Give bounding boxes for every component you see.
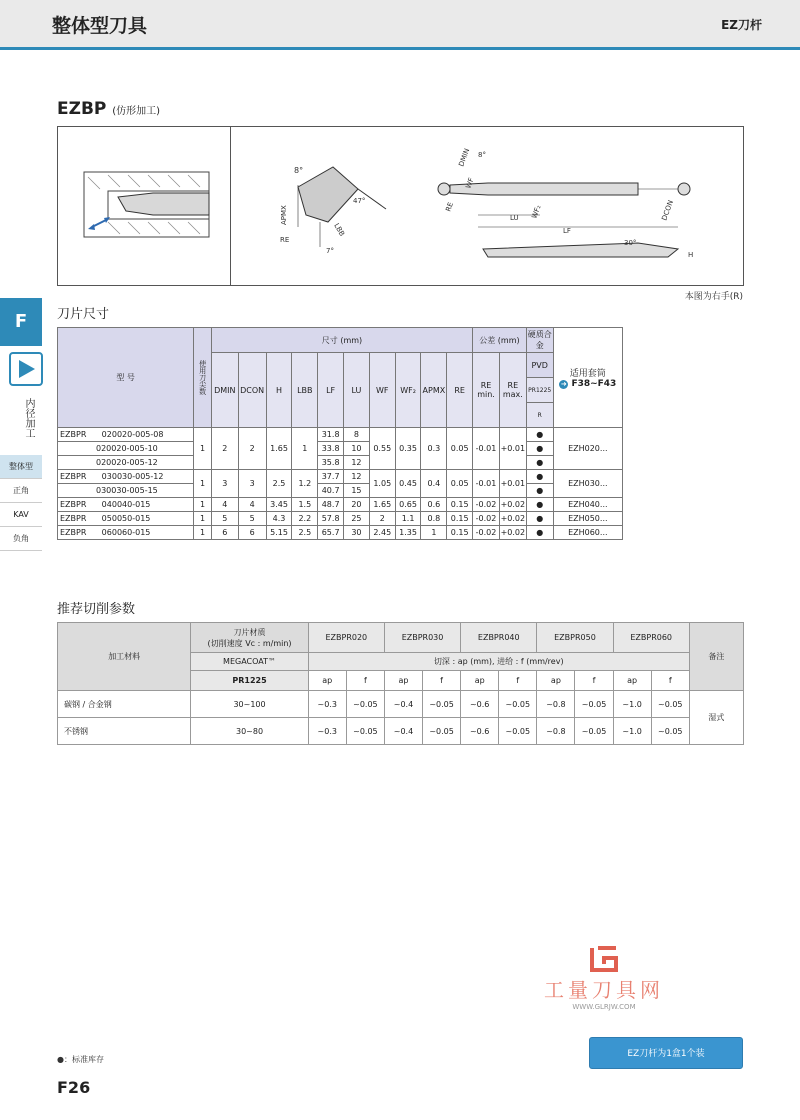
vc-cell: 30~80 bbox=[191, 718, 308, 745]
f-head: f bbox=[346, 671, 384, 691]
remark-head: 备注 bbox=[689, 623, 743, 691]
material-cell: 碳钢 / 合金钢 bbox=[58, 691, 191, 718]
param-cell: ~0.05 bbox=[651, 718, 689, 745]
vc-cell: 30~100 bbox=[191, 691, 308, 718]
diagram-label: LU bbox=[510, 214, 519, 222]
diagram-label: LF bbox=[563, 227, 571, 235]
lbb-cell: 1.2 bbox=[292, 470, 318, 498]
wf-cell: 2 bbox=[369, 512, 395, 526]
lu-cell: 30 bbox=[344, 526, 370, 540]
diagram-label: 8° bbox=[478, 151, 486, 159]
param-cell: ~0.4 bbox=[384, 718, 422, 745]
param-cell: ~0.6 bbox=[461, 691, 499, 718]
bore-schematic bbox=[84, 172, 209, 237]
hand-head: R bbox=[526, 403, 553, 428]
re-cell: 0.15 bbox=[447, 498, 473, 512]
side-category-label: 内径加工 bbox=[23, 398, 34, 438]
wf2-cell: 1.35 bbox=[395, 526, 421, 540]
h-cell: 3.45 bbox=[266, 498, 292, 512]
re-max-cell: +0.02 bbox=[499, 512, 526, 526]
stock-dot: ● bbox=[526, 428, 553, 442]
side-nav-item[interactable]: KAV bbox=[0, 503, 42, 527]
diagram-label: DCON bbox=[660, 199, 676, 222]
param-cell: ~0.3 bbox=[308, 691, 346, 718]
stock-legend: ●：标准库存 bbox=[57, 1055, 104, 1064]
product-code: EZBP bbox=[57, 99, 107, 119]
param-cell: ~0.4 bbox=[384, 691, 422, 718]
stock-dot: ● bbox=[526, 526, 553, 540]
wf-cell: 1.05 bbox=[369, 470, 395, 498]
re-min-cell: -0.02 bbox=[473, 498, 500, 512]
ap-head: ap bbox=[461, 671, 499, 691]
sleeve-label: 适用套筒 bbox=[569, 369, 606, 379]
model-cell: 020020-005-12 bbox=[58, 456, 194, 470]
tool-side-view bbox=[438, 147, 693, 259]
ap-head: ap bbox=[537, 671, 575, 691]
dim-head: WF bbox=[369, 353, 395, 428]
stock-dot: ● bbox=[526, 442, 553, 456]
dim-head: DCON bbox=[238, 353, 266, 428]
insert-tip-detail bbox=[280, 166, 386, 255]
wf2-cell: 0.65 bbox=[395, 498, 421, 512]
lu-cell: 8 bbox=[344, 428, 370, 442]
diagram-label: 8° bbox=[294, 166, 304, 175]
model-head: EZBPR030 bbox=[384, 623, 460, 653]
dim-head: LU bbox=[344, 353, 370, 428]
dmin-cell: 4 bbox=[211, 498, 238, 512]
diagram-label: RE bbox=[444, 201, 456, 213]
sleeve-ref[interactable] bbox=[554, 379, 622, 389]
dim-head: LF bbox=[318, 353, 344, 428]
diagram-label: APMX bbox=[280, 205, 288, 225]
cut-section-title: 推荐切削参数 bbox=[57, 602, 136, 617]
lu-cell: 15 bbox=[344, 484, 370, 498]
param-cell: ~0.3 bbox=[308, 718, 346, 745]
spec-section-title: 刀片尺寸 bbox=[57, 307, 110, 322]
stock-dot: ● bbox=[526, 512, 553, 526]
param-cell: ~1.0 bbox=[613, 718, 651, 745]
dim-head: WF₂ bbox=[395, 353, 421, 428]
dim-head: DMIN bbox=[211, 353, 238, 428]
arrow-right-icon: ➜ bbox=[560, 380, 567, 388]
re-max-cell: +0.01 bbox=[499, 428, 526, 470]
col-model: 型 号 bbox=[58, 328, 194, 428]
cutting-table bbox=[57, 622, 744, 745]
param-cell: ~0.05 bbox=[423, 718, 461, 745]
apmx-cell: 0.8 bbox=[421, 512, 447, 526]
h-cell: 4.3 bbox=[266, 512, 292, 526]
diagram-label: DMIN bbox=[457, 147, 472, 168]
section-tab[interactable]: F bbox=[0, 298, 42, 346]
watermark bbox=[536, 944, 672, 1011]
watermark-logo-icon bbox=[536, 944, 672, 974]
model-cell: EZBPR 060060-015 bbox=[58, 526, 194, 540]
apmx-cell: 0.4 bbox=[421, 470, 447, 498]
model-cell: EZBPR 020020-005-08 bbox=[58, 428, 194, 442]
wf-cell: 1.65 bbox=[369, 498, 395, 512]
lu-cell: 12 bbox=[344, 470, 370, 484]
model-head: EZBPR020 bbox=[308, 623, 384, 653]
table-row bbox=[58, 691, 744, 718]
lf-cell: 65.7 bbox=[318, 526, 344, 540]
re-min-cell: -0.02 bbox=[473, 526, 500, 540]
param-cell: ~0.05 bbox=[346, 718, 384, 745]
table-row bbox=[58, 526, 623, 540]
diagram-label: H bbox=[688, 251, 694, 259]
dcon-cell: 2 bbox=[238, 428, 266, 470]
tol-head: RE max. bbox=[499, 353, 526, 428]
f-head: f bbox=[423, 671, 461, 691]
re-cell: 0.05 bbox=[447, 428, 473, 470]
apmx-cell: 0.3 bbox=[421, 428, 447, 470]
lf-cell: 48.7 bbox=[318, 498, 344, 512]
h-cell: 2.5 bbox=[266, 470, 292, 498]
re-max-cell: +0.02 bbox=[499, 526, 526, 540]
diagram-label: 47° bbox=[353, 197, 366, 205]
apmx-cell: 0.6 bbox=[421, 498, 447, 512]
h-cell: 1.65 bbox=[266, 428, 292, 470]
stock-dot: ● bbox=[526, 470, 553, 484]
side-nav-item[interactable]: 负角 bbox=[0, 527, 42, 551]
lf-cell: 31.8 bbox=[318, 428, 344, 442]
packaging-note-button[interactable]: EZ刀杆为1盒1个装 bbox=[589, 1037, 743, 1069]
table-row bbox=[58, 512, 623, 526]
model-cell: 020020-005-10 bbox=[58, 442, 194, 456]
edges-cell: 1 bbox=[194, 512, 212, 526]
col-sleeve bbox=[553, 328, 622, 428]
diagram-label: WF bbox=[464, 176, 476, 190]
model-head: EZBPR050 bbox=[537, 623, 613, 653]
table-row bbox=[58, 498, 623, 512]
lu-cell: 20 bbox=[344, 498, 370, 512]
lbb-cell: 1.5 bbox=[292, 498, 318, 512]
grade-head-line: 刀片材质 bbox=[233, 627, 266, 637]
tol-head: RE min. bbox=[473, 353, 500, 428]
col-tolerance: 公差 (mm) bbox=[473, 328, 527, 353]
dmin-cell: 3 bbox=[211, 470, 238, 498]
wf2-cell: 0.35 bbox=[395, 428, 421, 470]
model-cell: EZBPR 030030-005-12 bbox=[58, 470, 194, 484]
lbb-cell: 2.5 bbox=[292, 526, 318, 540]
grade-name: PR1225 bbox=[191, 671, 308, 691]
lbb-cell: 2.2 bbox=[292, 512, 318, 526]
material-head: 加工材料 bbox=[58, 623, 191, 691]
re-min-cell: -0.02 bbox=[473, 512, 500, 526]
param-cell: ~0.05 bbox=[423, 691, 461, 718]
param-cell: ~0.05 bbox=[499, 691, 537, 718]
col-hardness: 硬质合金 bbox=[526, 328, 553, 353]
stock-dot: ● bbox=[526, 456, 553, 470]
table-row bbox=[58, 484, 623, 498]
table-row bbox=[58, 428, 623, 442]
re-cell: 0.15 bbox=[447, 526, 473, 540]
param-cell: ~0.6 bbox=[461, 718, 499, 745]
page-title: 整体型刀具 bbox=[52, 15, 148, 37]
wf-cell: 2.45 bbox=[369, 526, 395, 540]
lf-cell: 35.8 bbox=[318, 456, 344, 470]
side-nav bbox=[0, 455, 42, 551]
lbb-cell: 1 bbox=[292, 428, 318, 470]
stock-dot: ● bbox=[526, 484, 553, 498]
f-head: f bbox=[499, 671, 537, 691]
lf-cell: 37.7 bbox=[318, 470, 344, 484]
param-cell: ~0.8 bbox=[537, 718, 575, 745]
dim-head: H bbox=[266, 353, 292, 428]
param-cell: ~0.05 bbox=[575, 718, 613, 745]
param-cell: ~0.8 bbox=[537, 691, 575, 718]
tool-drawing bbox=[58, 127, 743, 285]
lf-cell: 40.7 bbox=[318, 484, 344, 498]
header-category: EZ刀杆 bbox=[721, 18, 762, 32]
diagram-divider bbox=[230, 127, 231, 285]
re-cell: 0.15 bbox=[447, 512, 473, 526]
model-head: EZBPR040 bbox=[461, 623, 537, 653]
watermark-name: 工量刀具网 bbox=[544, 978, 664, 1002]
col-edges: 使用刀尖数 bbox=[194, 328, 212, 428]
lf-cell: 33.8 bbox=[318, 442, 344, 456]
depth-head: 切深 : ap (mm), 进给 : f (mm/rev) bbox=[308, 653, 689, 671]
param-cell: ~1.0 bbox=[613, 691, 651, 718]
watermark-url: WWW.GLRJW.COM bbox=[572, 1003, 636, 1011]
model-cell: 030030-005-15 bbox=[58, 484, 194, 498]
grade-head-line: (切削速度 Vc : m/min) bbox=[207, 638, 292, 648]
wf2-cell: 0.45 bbox=[395, 470, 421, 498]
product-subtitle: (仿形加工) bbox=[112, 106, 161, 117]
edges-cell: 1 bbox=[194, 526, 212, 540]
dim-head: LBB bbox=[292, 353, 318, 428]
ap-head: ap bbox=[384, 671, 422, 691]
coat-head: MEGACOAT™ bbox=[191, 653, 308, 671]
diagram-label: 30° bbox=[624, 239, 637, 247]
param-cell: ~0.05 bbox=[651, 691, 689, 718]
diagram-label: WF₂ bbox=[530, 204, 543, 220]
diagram-label: 7° bbox=[326, 247, 334, 255]
sleeve-cell: EZH020... bbox=[553, 428, 622, 470]
table-row bbox=[58, 442, 623, 456]
sleeve-ref-text: F38~F43 bbox=[571, 379, 617, 389]
table-row bbox=[58, 718, 744, 745]
dmin-cell: 5 bbox=[211, 512, 238, 526]
apmx-cell: 1 bbox=[421, 526, 447, 540]
lf-cell: 57.8 bbox=[318, 512, 344, 526]
grade-head: PR1225 bbox=[526, 378, 553, 403]
dcon-cell: 3 bbox=[238, 470, 266, 498]
wf-cell: 0.55 bbox=[369, 428, 395, 470]
re-max-cell: +0.02 bbox=[499, 498, 526, 512]
ap-head: ap bbox=[613, 671, 651, 691]
param-cell: ~0.05 bbox=[346, 691, 384, 718]
param-cell: ~0.05 bbox=[575, 691, 613, 718]
edges-cell: 1 bbox=[194, 428, 212, 470]
coating-head: PVD bbox=[526, 353, 553, 378]
dcon-cell: 4 bbox=[238, 498, 266, 512]
col-dimensions: 尺寸 (mm) bbox=[211, 328, 472, 353]
side-nav-item[interactable]: 正角 bbox=[0, 479, 42, 503]
product-title bbox=[57, 99, 160, 119]
sleeve-cell: EZH050... bbox=[553, 512, 622, 526]
param-cell: ~0.05 bbox=[499, 718, 537, 745]
diagram-label: RE bbox=[280, 236, 290, 244]
ap-head: ap bbox=[308, 671, 346, 691]
side-nav-item[interactable]: 整体型 bbox=[0, 455, 42, 479]
re-min-cell: -0.01 bbox=[473, 428, 500, 470]
table-row bbox=[58, 456, 623, 470]
table-row bbox=[58, 470, 623, 484]
sleeve-cell: EZH030... bbox=[553, 470, 622, 498]
model-cell: EZBPR 040040-015 bbox=[58, 498, 194, 512]
re-min-cell: -0.01 bbox=[473, 470, 500, 498]
dim-head: RE bbox=[447, 353, 473, 428]
re-max-cell: +0.01 bbox=[499, 470, 526, 498]
model-cell: EZBPR 050050-015 bbox=[58, 512, 194, 526]
material-cell: 不锈钢 bbox=[58, 718, 191, 745]
sleeve-cell: EZH060... bbox=[553, 526, 622, 540]
diagram-label: LBB bbox=[332, 222, 346, 238]
lu-cell: 10 bbox=[344, 442, 370, 456]
grade-head bbox=[191, 623, 308, 653]
dcon-cell: 5 bbox=[238, 512, 266, 526]
model-head: EZBPR060 bbox=[613, 623, 689, 653]
dcon-cell: 6 bbox=[238, 526, 266, 540]
re-cell: 0.05 bbox=[447, 470, 473, 498]
stock-dot: ● bbox=[526, 498, 553, 512]
lu-cell: 12 bbox=[344, 456, 370, 470]
edges-cell: 1 bbox=[194, 498, 212, 512]
page-number: F26 bbox=[57, 1078, 91, 1097]
wf2-cell: 1.1 bbox=[395, 512, 421, 526]
spec-table bbox=[57, 327, 623, 540]
remark-cell: 湿式 bbox=[689, 691, 743, 745]
boring-icon bbox=[9, 352, 43, 386]
sleeve-cell: EZH040... bbox=[553, 498, 622, 512]
f-head: f bbox=[575, 671, 613, 691]
edges-cell: 1 bbox=[194, 470, 212, 498]
dim-head: APMX bbox=[421, 353, 447, 428]
tool-diagram bbox=[57, 126, 744, 286]
f-head: f bbox=[651, 671, 689, 691]
h-cell: 5.15 bbox=[266, 526, 292, 540]
diagram-caption: 本图为右手(R) bbox=[684, 292, 743, 302]
dmin-cell: 6 bbox=[211, 526, 238, 540]
lu-cell: 25 bbox=[344, 512, 370, 526]
page-header bbox=[0, 0, 800, 50]
dmin-cell: 2 bbox=[211, 428, 238, 470]
